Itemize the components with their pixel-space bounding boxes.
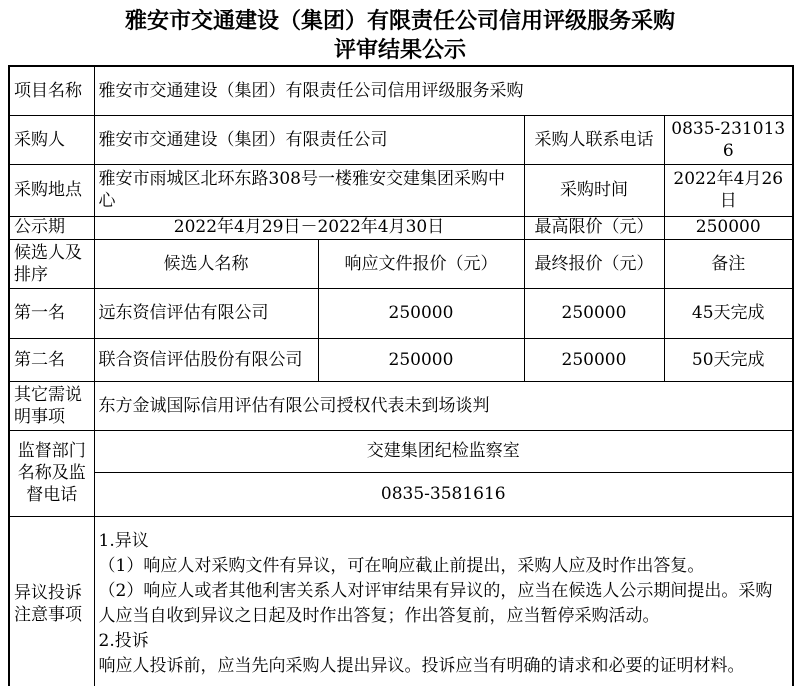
candidate-final-price: 250000 (524, 338, 664, 381)
objection-label: 异议投诉注意事项 (9, 516, 94, 686)
objection-line: 响应人投诉前，应当先向采购人提出异议。投诉应当有明确的请求和必要的证明材料。 (98, 655, 745, 676)
candidate-response-price: 250000 (318, 288, 524, 338)
objection-line: 1.异议 (98, 530, 149, 551)
purchase-time-label: 采购时间 (524, 164, 664, 216)
other-notes-label: 其它需说明事项 (9, 381, 94, 430)
project-name-value: 雅安市交通建设（集团）有限责任公司信用评级服务采购 (94, 66, 793, 115)
response-price-header: 响应文件报价（元） (318, 239, 524, 288)
candidate-name-header: 候选人名称 (94, 239, 318, 288)
purchase-time-value: 2022年4月26日 (664, 164, 793, 216)
candidate-rank: 第一名 (9, 288, 94, 338)
candidate-remark: 50天完成 (664, 338, 793, 381)
objection-line: （2）响应人或者其他利害关系人对评审结果有异议的，应当在候选人公示期间提出。采购人应当自收到异议之日起及时作出答复；作出答复前，应当暂停采购活动。 (98, 580, 773, 626)
publicity-period-row (9, 216, 793, 239)
objection-content (94, 516, 793, 686)
title-line-2: 评审结果公示 (333, 37, 466, 63)
max-price-label: 最高限价（元） (524, 216, 664, 239)
location-row (9, 164, 793, 216)
publicity-period-value: 2022年4月29日－2022年4月30日 (94, 216, 524, 239)
candidate-name: 远东资信评估有限公司 (94, 288, 318, 338)
remark-header: 备注 (664, 239, 793, 288)
purchaser-phone-label: 采购人联系电话 (524, 115, 664, 164)
objection-line: （1）响应人对采购文件有异议，可在响应截止前提出，采购人应及时作出答复。 (98, 555, 705, 576)
candidates-section-label: 候选人及排序 (9, 239, 94, 288)
candidate-name: 联合资信评估股份有限公司 (94, 338, 318, 381)
candidate-final-price: 250000 (524, 288, 664, 338)
title-line-1: 雅安市交通建设（集团）有限责任公司信用评级服务采购 (124, 8, 675, 34)
other-notes-row (9, 381, 793, 430)
publicity-period-label: 公示期 (9, 216, 94, 239)
candidate-rank: 第二名 (9, 338, 94, 381)
candidate-row-2 (9, 338, 793, 381)
page-title (0, 0, 800, 65)
candidate-response-price: 250000 (318, 338, 524, 381)
purchaser-phone-value: 0835-2310136 (664, 115, 793, 164)
location-value: 雅安市雨城区北环东路308号一楼雅安交建集团采购中心 (94, 164, 524, 216)
supervision-department-value: 交建集团纪检监察室 (94, 430, 793, 472)
candidate-row-1 (9, 288, 793, 338)
purchaser-row (9, 115, 793, 164)
other-notes-value: 东方金诚国际信用评估有限公司授权代表未到场谈判 (94, 381, 793, 430)
location-label: 采购地点 (9, 164, 94, 216)
supervision-label: 监督部门名称及监督电话 (9, 430, 94, 516)
objection-line: 2.投诉 (98, 630, 149, 651)
final-price-header: 最终报价（元） (524, 239, 664, 288)
supervision-department-row (9, 430, 793, 472)
objection-row (9, 516, 793, 686)
supervision-phone-value: 0835-3581616 (94, 472, 793, 516)
project-name-row (9, 66, 793, 115)
supervision-phone-row (9, 472, 793, 516)
max-price-value: 250000 (664, 216, 793, 239)
project-name-label: 项目名称 (9, 66, 94, 115)
purchaser-value: 雅安市交通建设（集团）有限责任公司 (94, 115, 524, 164)
candidate-remark: 45天完成 (664, 288, 793, 338)
purchaser-label: 采购人 (9, 115, 94, 164)
result-table (8, 65, 794, 686)
candidates-header-row (9, 239, 793, 288)
